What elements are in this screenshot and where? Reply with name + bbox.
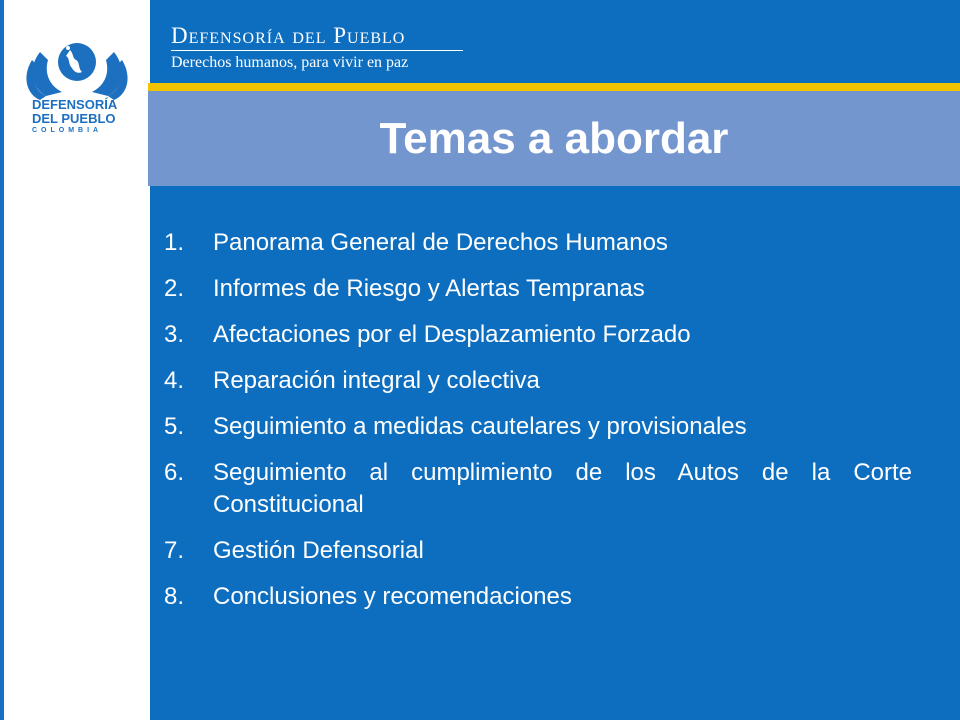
- left-accent-strip: [0, 0, 4, 720]
- list-item: [164, 411, 912, 443]
- item-number: 7.: [164, 537, 185, 564]
- list-item: [164, 319, 912, 351]
- list-item: [164, 581, 912, 613]
- logo-line-1: DEFENSORÍA: [32, 97, 118, 112]
- accent-band: [148, 83, 960, 91]
- logo-line-2: DEL PUEBLO: [32, 111, 116, 126]
- list-item: [164, 365, 912, 397]
- list-item: [164, 457, 912, 521]
- item-number: 5.: [164, 413, 185, 440]
- item-text: Seguimiento a medidas cautelares y provisionales: [213, 413, 747, 440]
- logo-line-3: COLOMBIA: [32, 127, 103, 134]
- item-number: 3.: [164, 321, 185, 348]
- logo-wordmark: [32, 98, 152, 136]
- item-number: 2.: [164, 275, 185, 302]
- brand-subtitle: Derechos humanos, para vivir en paz: [171, 54, 409, 71]
- brand-header: [171, 24, 463, 73]
- item-text: Informes de Riesgo y Alertas Tempranas: [213, 275, 645, 302]
- item-number: 8.: [164, 583, 185, 610]
- list-item: [164, 273, 912, 305]
- item-number: 1.: [164, 229, 185, 256]
- item-text: Afectaciones por el Desplazamiento Forzado: [213, 321, 691, 348]
- brand-divider: [171, 50, 463, 51]
- agenda-list: [164, 227, 912, 627]
- item-text: Panorama General de Derechos Humanos: [213, 229, 668, 256]
- item-text: Reparación integral y colectiva: [213, 367, 540, 394]
- item-text: Conclusiones y recomendaciones: [213, 583, 572, 610]
- item-number: 4.: [164, 367, 185, 394]
- item-text: Seguimiento al cumplimiento de los Autos de la Corte Constitucional: [213, 459, 912, 518]
- slide-title: Temas a abordar: [379, 113, 729, 163]
- list-item: [164, 535, 912, 567]
- list-item: [164, 227, 912, 259]
- item-text: Gestión Defensorial: [213, 537, 424, 564]
- item-number: 6.: [164, 459, 185, 486]
- brand-title: Defensoría del Pueblo: [171, 23, 406, 48]
